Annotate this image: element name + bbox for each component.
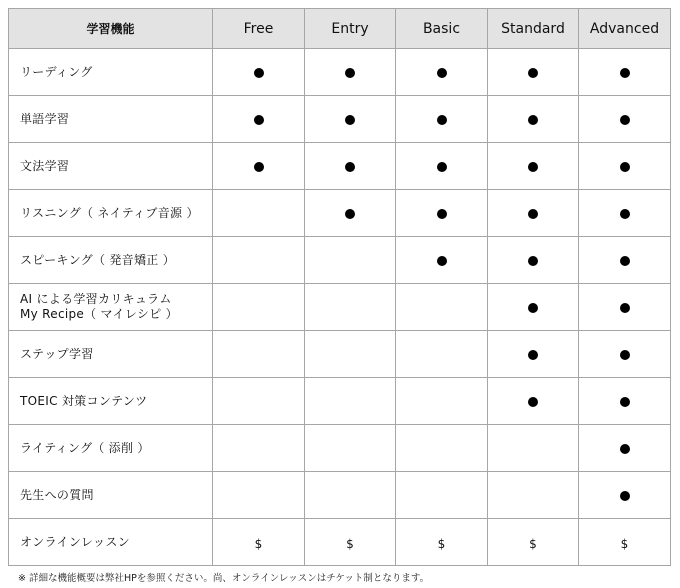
ticket-price-mark: $: [437, 536, 446, 551]
availability-cell: [305, 143, 396, 190]
availability-cell: [579, 472, 671, 519]
availability-cell: [488, 425, 579, 472]
availability-cell: [213, 425, 305, 472]
availability-cell: [579, 378, 671, 425]
availability-cell: [488, 96, 579, 143]
availability-cell: [488, 284, 579, 331]
available-dot-icon: [620, 303, 630, 313]
availability-cell: [305, 284, 396, 331]
available-dot-icon: [620, 209, 630, 219]
plan-header-free: Free: [213, 9, 305, 49]
availability-cell: [579, 96, 671, 143]
table-row: [9, 96, 671, 143]
feature-name: スピーキング（ 発音矯正 ）: [9, 237, 213, 284]
availability-cell: [213, 96, 305, 143]
availability-cell: [305, 472, 396, 519]
ticket-price-mark: $: [254, 536, 263, 551]
available-dot-icon: [345, 209, 355, 219]
available-dot-icon: [437, 68, 447, 78]
availability-cell: [213, 237, 305, 284]
availability-cell: [579, 49, 671, 96]
available-dot-icon: [345, 115, 355, 125]
available-dot-icon: [528, 397, 538, 407]
footnote: ※ 詳細な機能概要は弊社HPを参照ください。尚、オンラインレッスンはチケット制となります。: [18, 573, 430, 584]
available-dot-icon: [437, 256, 447, 266]
available-dot-icon: [254, 162, 264, 172]
available-dot-icon: [620, 491, 630, 501]
ticket-price-cell: [396, 519, 488, 566]
available-dot-icon: [528, 256, 538, 266]
available-dot-icon: [620, 397, 630, 407]
availability-cell: [396, 96, 488, 143]
table-row: [9, 190, 671, 237]
feature-rows: [9, 49, 671, 566]
available-dot-icon: [528, 209, 538, 219]
availability-cell: [305, 96, 396, 143]
table-row: [9, 425, 671, 472]
table-row: [9, 49, 671, 96]
available-dot-icon: [528, 68, 538, 78]
feature-name: TOEIC 対策コンテンツ: [9, 378, 213, 425]
feature-name: 先生への質問: [9, 472, 213, 519]
plan-comparison-table: [8, 8, 671, 566]
availability-cell: [488, 49, 579, 96]
available-dot-icon: [620, 350, 630, 360]
available-dot-icon: [620, 162, 630, 172]
availability-cell: [396, 331, 488, 378]
table-row: [9, 237, 671, 284]
availability-cell: [305, 190, 396, 237]
availability-cell: [396, 378, 488, 425]
availability-cell: [305, 237, 396, 284]
availability-cell: [213, 472, 305, 519]
feature-name: リーディング: [9, 49, 213, 96]
availability-cell: [488, 472, 579, 519]
availability-cell: [213, 284, 305, 331]
feature-name: ステップ学習: [9, 331, 213, 378]
ticket-price-cell: [213, 519, 305, 566]
available-dot-icon: [254, 115, 264, 125]
availability-cell: [579, 143, 671, 190]
availability-cell: [488, 331, 579, 378]
plan-header-advanced: Advanced: [579, 9, 671, 49]
table-row: [9, 472, 671, 519]
table-row-online-lesson: [9, 519, 671, 566]
availability-cell: [396, 425, 488, 472]
available-dot-icon: [528, 350, 538, 360]
available-dot-icon: [620, 444, 630, 454]
availability-cell: [305, 425, 396, 472]
availability-cell: [488, 378, 579, 425]
availability-cell: [396, 190, 488, 237]
ticket-price-mark: $: [529, 536, 537, 551]
available-dot-icon: [528, 303, 538, 313]
available-dot-icon: [620, 115, 630, 125]
availability-cell: [579, 237, 671, 284]
availability-cell: [213, 331, 305, 378]
available-dot-icon: [254, 68, 264, 78]
availability-cell: [396, 472, 488, 519]
availability-cell: [396, 237, 488, 284]
feature-name: オンラインレッスン: [9, 519, 213, 566]
feature-name: リスニング（ ネイティブ音源 ）: [9, 190, 213, 237]
feature-name: 文法学習: [9, 143, 213, 190]
availability-cell: [488, 143, 579, 190]
header-row: [9, 9, 671, 49]
ticket-price-cell: [488, 519, 579, 566]
available-dot-icon: [620, 68, 630, 78]
availability-cell: [213, 378, 305, 425]
feature-name: ライティング（ 添削 ）: [9, 425, 213, 472]
available-dot-icon: [528, 162, 538, 172]
availability-cell: [579, 331, 671, 378]
availability-cell: [488, 237, 579, 284]
available-dot-icon: [437, 162, 447, 172]
plan-header-entry: Entry: [305, 9, 396, 49]
ticket-price-cell: [305, 519, 396, 566]
ticket-price-mark: $: [346, 536, 354, 551]
feature-name: AI による学習カリキュラム My Recipe（ マイレシピ ）: [9, 284, 213, 331]
availability-cell: [488, 190, 579, 237]
availability-cell: [305, 49, 396, 96]
ticket-price-cell: [579, 519, 671, 566]
plan-header-basic: Basic: [396, 9, 488, 49]
feature-column-header: 学習機能: [9, 9, 213, 49]
availability-cell: [213, 190, 305, 237]
availability-cell: [213, 49, 305, 96]
feature-name: 単語学習: [9, 96, 213, 143]
available-dot-icon: [345, 162, 355, 172]
availability-cell: [396, 49, 488, 96]
ticket-price-mark: $: [620, 536, 629, 551]
available-dot-icon: [437, 209, 447, 219]
plan-header-standard: Standard: [488, 9, 579, 49]
table-row: [9, 331, 671, 378]
availability-cell: [305, 331, 396, 378]
availability-cell: [396, 143, 488, 190]
available-dot-icon: [345, 68, 355, 78]
availability-cell: [579, 425, 671, 472]
available-dot-icon: [437, 115, 447, 125]
table-row: [9, 378, 671, 425]
availability-cell: [396, 284, 488, 331]
table-row: [9, 143, 671, 190]
availability-cell: [213, 143, 305, 190]
availability-cell: [579, 190, 671, 237]
table-row: [9, 284, 671, 331]
available-dot-icon: [528, 115, 538, 125]
availability-cell: [305, 378, 396, 425]
availability-cell: [579, 284, 671, 331]
available-dot-icon: [620, 256, 630, 266]
